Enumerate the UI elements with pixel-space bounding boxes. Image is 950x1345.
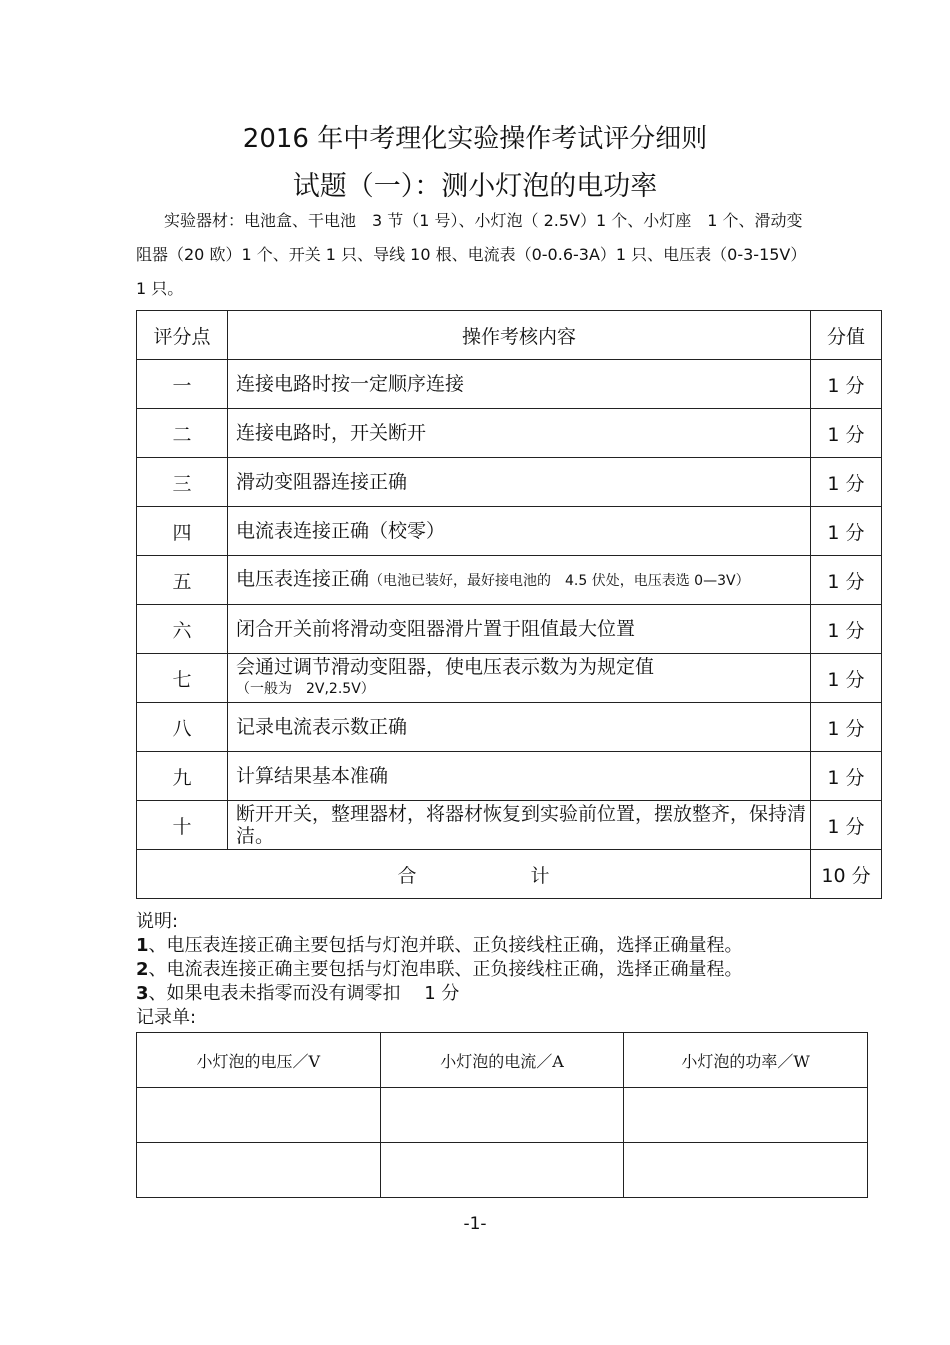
header-score: 分值 (811, 311, 882, 360)
row-score: 1 分 (811, 703, 882, 752)
scoring-table (136, 310, 882, 899)
note-text: 、电压表连接正确主要包括与灯泡并联、正负接线柱正确，选择正确量程。 (148, 935, 743, 956)
row-score: 1 分 (811, 507, 882, 556)
record-header-current: 小灯泡的电流／A (380, 1033, 624, 1088)
row-score: 1 分 (811, 458, 882, 507)
note-number: 1 (136, 935, 149, 956)
record-heading: 记录单: (136, 1007, 197, 1028)
table-row (137, 360, 882, 409)
record-row (137, 1143, 868, 1198)
row-content: 连接电路时，开关断开 (228, 409, 811, 458)
row-note: （电池已装好，最好接电池的 4.5 伏处，电压表选 0—3V） (369, 573, 750, 589)
page-number: -1- (463, 1214, 487, 1234)
row-content: 连接电路时按一定顺序连接 (228, 360, 811, 409)
row-point: 五 (137, 556, 228, 605)
note-text: 、电流表连接正确主要包括与灯泡串联、正负接线柱正确，选择正确量程。 (148, 959, 743, 980)
header-point: 评分点 (137, 311, 228, 360)
row-point: 八 (137, 703, 228, 752)
row-score: 1 分 (811, 801, 882, 850)
row-point: 二 (137, 409, 228, 458)
row-content: 闭合开关前将滑动变阻器滑片置于阻值最大位置 (228, 605, 811, 654)
row-point: 三 (137, 458, 228, 507)
table-row (137, 556, 882, 605)
row-point: 四 (137, 507, 228, 556)
header-content: 操作考核内容 (228, 311, 811, 360)
note-item (136, 958, 896, 982)
table-row (137, 703, 882, 752)
record-cell (137, 1088, 381, 1143)
row-point: 一 (137, 360, 228, 409)
row-point: 七 (137, 654, 228, 703)
note-text: 、如果电表未指零而没有调零扣 1 分 (148, 983, 460, 1004)
row-content: 电流表连接正确（校零） (228, 507, 811, 556)
row-content: 记录电流表示数正确 (228, 703, 811, 752)
note-number: 3 (136, 983, 149, 1004)
total-row (137, 850, 882, 899)
total-score: 10 分 (811, 850, 882, 899)
record-cell (624, 1143, 868, 1198)
note-number: 2 (136, 959, 149, 980)
row-score: 1 分 (811, 409, 882, 458)
record-table (136, 1032, 868, 1198)
equipment-line-2: 阻器（20 欧）1 个、开关 1 只、导线 10 根、电流表（0-0.6-3A）1 只、电压表（0-3-15V） (136, 245, 807, 264)
row-score: 1 分 (811, 360, 882, 409)
record-cell (624, 1088, 868, 1143)
table-row (137, 507, 882, 556)
equipment-line-1: 实验器材：电池盒、干电池 3 节（1 号）、小灯泡（ 2.5V）1 个、小灯座 1 个、滑动变 (164, 211, 803, 230)
notes-heading: 说明: (136, 911, 179, 932)
record-cell (380, 1143, 624, 1198)
equipment-line-3: 1 只。 (136, 279, 184, 298)
record-row (137, 1088, 868, 1143)
table-row (137, 409, 882, 458)
row-score: 1 分 (811, 752, 882, 801)
notes-section (136, 910, 896, 1030)
row-score: 1 分 (811, 654, 882, 703)
table-row (137, 654, 882, 703)
record-header-row (137, 1033, 868, 1088)
page-title: 2016 年中考理化实验操作考试评分细则 (242, 124, 708, 154)
record-header-voltage: 小灯泡的电压／V (137, 1033, 381, 1088)
row-score: 1 分 (811, 556, 882, 605)
row-content-cell (228, 654, 811, 703)
row-note: （一般为 2V,2.5V） (236, 681, 375, 697)
table-row (137, 458, 882, 507)
page-subtitle: 试题（一）：测小灯泡的电功率 (292, 171, 658, 202)
table-row (137, 801, 882, 850)
row-content-cell (228, 556, 811, 605)
row-score: 1 分 (811, 605, 882, 654)
table-header-row (137, 311, 882, 360)
table-row (137, 752, 882, 801)
row-content: 计算结果基本准确 (228, 752, 811, 801)
row-content: 滑动变阻器连接正确 (228, 458, 811, 507)
row-point: 十 (137, 801, 228, 850)
row-content: 电压表连接正确 (236, 568, 370, 590)
record-cell (137, 1143, 381, 1198)
table-row (137, 605, 882, 654)
total-label: 合 计 (137, 850, 811, 899)
row-point: 六 (137, 605, 228, 654)
note-item (136, 934, 896, 958)
record-cell (380, 1088, 624, 1143)
row-point: 九 (137, 752, 228, 801)
note-item (136, 982, 896, 1006)
record-header-power: 小灯泡的功率／W (624, 1033, 868, 1088)
row-content: 会通过调节滑动变阻器，使电压表示数为为规定值 (236, 656, 655, 678)
row-content: 断开开关，整理器材，将器材恢复到实验前位置，摆放整齐，保持清洁。 (228, 801, 811, 850)
